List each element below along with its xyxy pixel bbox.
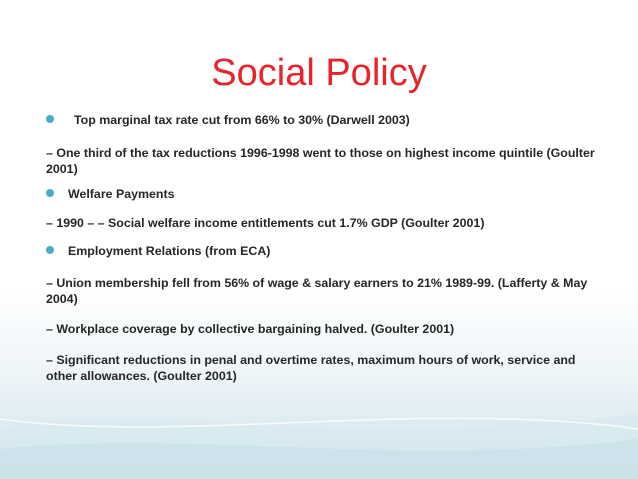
bullet-text: Employment Relations (from ECA) (68, 244, 271, 258)
bullet-item-welfare-payments (46, 186, 602, 202)
sub-paragraph-workplace-coverage: – Workplace coverage by collective bargaining halved. (Goulter 2001) (46, 322, 455, 336)
sub-paragraph-tax-reductions: – One third of the tax reductions 1996-1998 went to those on highest income quintile (Goulter 2001) (46, 146, 595, 176)
bullet-text: Top marginal tax rate cut from 66% to 30% (Darwell 2003) (74, 113, 410, 127)
bullet-icon (46, 115, 54, 123)
bullet-item-employment-relations (46, 243, 602, 259)
bullet-text: Welfare Payments (68, 187, 175, 201)
bullet-icon (46, 246, 54, 254)
sub-paragraph-union-membership: – Union membership fell from 56% of wage & salary earners to 21% 1989-99. (Lafferty & May 2004) (46, 276, 588, 306)
bullet-icon (46, 189, 54, 197)
slide-title: Social Policy (211, 52, 427, 94)
sub-paragraph-penal-rates: – Significant reductions in penal and overtime rates, maximum hours of work, service and other allowances. (Goulter 2001) (46, 353, 576, 383)
bullet-item-tax-rate (46, 112, 602, 128)
sub-paragraph-welfare-cut: – 1990 – – Social welfare income entitlements cut 1.7% GDP (Goulter 2001) (46, 216, 485, 230)
